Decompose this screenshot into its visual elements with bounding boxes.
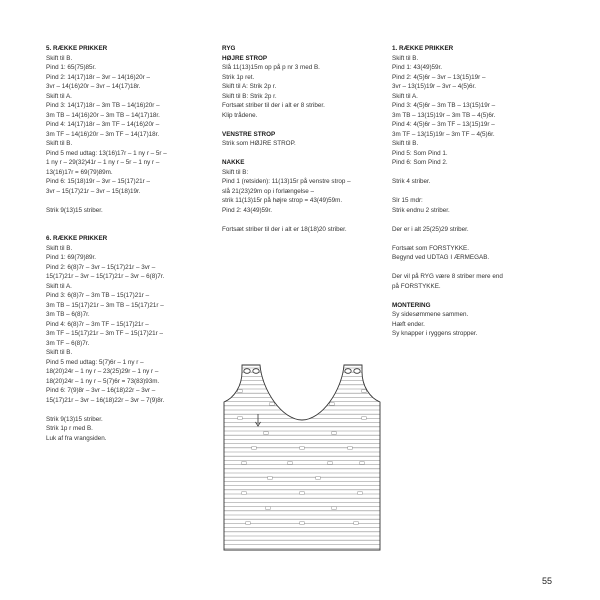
section-heading: NAKKE — [222, 159, 245, 166]
pattern-line: Der er i alt 25(25)29 striber. — [392, 225, 469, 233]
pattern-line: 3m TF – 13(15)19r – 3m TF – 4(5)6r. — [392, 130, 495, 138]
spacer — [392, 168, 567, 178]
spacer — [46, 215, 216, 225]
pattern-line: Skift til A. — [392, 92, 418, 100]
pattern-line: Strik 9(13)15 striber. — [46, 206, 103, 214]
pattern-line: Pind 1: 43(49)59r. — [392, 64, 443, 71]
pattern-line: 3m TB – 13(15)19r – 3m TB – 4(5)6r. — [392, 111, 496, 119]
pattern-line: Pind 6: 7(9)8r – 3vr – 16(18)22r – 3vr – — [46, 387, 156, 394]
dot-mark — [238, 417, 242, 420]
pattern-line: Strik 1p ret. — [222, 73, 255, 81]
dot-mark — [362, 390, 366, 393]
pattern-line: Pind 4: 4(5)6r – 3m TF – 13(15)19r – — [392, 121, 495, 128]
pattern-line: 3vr – 15(17)21r – 3vr – 15(18)19r. — [46, 187, 141, 195]
pattern-line: Skift til A. — [46, 282, 72, 290]
pattern-line: Pind 1: 65(75)85r. — [46, 64, 97, 71]
dot-mark — [354, 522, 358, 525]
pattern-line: Sy sidesømmene sammen. — [392, 311, 469, 318]
pattern-line: Strik som HØJRE STROP. — [222, 140, 296, 147]
pattern-line: Skift til B. — [392, 54, 419, 62]
spacer — [392, 234, 567, 244]
section-heading: 5. RÆKKE PRIKKER — [46, 45, 108, 52]
pattern-line: Pind 1: 69(79)89r. — [46, 254, 97, 261]
pattern-line: Strik endnu 2 striber. — [392, 206, 450, 214]
pattern-line: Strik 1p r med B. — [46, 425, 93, 432]
pattern-line: Pind 5 med udtag: 5(7)6r – 1 ny r – — [46, 358, 144, 366]
pattern-line: Slr 15 mdr: — [392, 197, 423, 204]
section-heading: RYG — [222, 45, 236, 52]
pattern-line: Skift til B. — [46, 349, 73, 356]
tank-top-schematic — [214, 360, 390, 554]
pattern-line: Hæft ender. — [392, 320, 425, 328]
spacer — [392, 187, 567, 197]
dot-mark — [270, 403, 274, 406]
pattern-line: 3m TF – 6(8)7r. — [46, 339, 90, 347]
dot-mark — [348, 447, 352, 450]
pattern-line: Der vil på RYG være 8 striber mere end — [392, 273, 503, 280]
arrow-down-icon — [256, 414, 261, 426]
pattern-line: Skift til B. — [46, 54, 73, 62]
pattern-line: 1 ny r – 29(32)41r – 1 ny r – 5r – 1 ny r – — [46, 159, 160, 166]
dot-mark — [328, 462, 332, 465]
pattern-line: Fortsæt striber til der i alt er 18(18)20 striber. — [222, 225, 347, 233]
spacer — [222, 120, 386, 130]
pattern-line: Pind 3: 4(5)6r – 3m TB – 13(15)19r – — [392, 102, 496, 109]
pattern-line: Strik 9(13)15 striber. — [46, 415, 103, 423]
pattern-line: Pind 2: 6(8)7r – 3vr – 15(17)21r – 3vr – — [46, 263, 156, 271]
section-heading: VENSTRE STROP — [222, 130, 276, 138]
spacer — [222, 149, 386, 159]
pattern-line: Pind 5 med udtag: 13(16)17r – 1 ny r – 5r – — [46, 149, 167, 157]
dot-mark — [300, 522, 304, 525]
pattern-line: Pind 1 (retsiden): 11(13)15r på venstre strop – — [222, 178, 351, 185]
dot-mark — [362, 417, 366, 420]
spacer — [46, 225, 216, 235]
dot-mark — [242, 492, 246, 495]
pattern-line: Fortsæt som FORSTYKKE. — [392, 244, 469, 252]
pattern-line: 3m TF – 14(16)20r – 3m TF – 14(17)18r. — [46, 130, 160, 138]
pattern-line: Strik 4 striber. — [392, 178, 431, 185]
pattern-line: Skift til A: Strik 2p r. — [222, 83, 277, 90]
pattern-line: Pind 2: 14(17)18r – 3vr – 14(16)20r – — [46, 73, 150, 81]
pattern-line: Pind 3: 6(8)7r – 3m TB – 15(17)21r – — [46, 292, 150, 299]
dot-mark — [242, 462, 246, 465]
pattern-line: Skift til A. — [46, 92, 72, 100]
pattern-line: Slå 11(13)15m op på p nr 3 med B. — [222, 64, 320, 71]
pattern-line: Sy knapper i ryggens stropper. — [392, 330, 478, 337]
spacer — [392, 263, 567, 273]
spacer — [392, 291, 567, 301]
pattern-line: på FORSTYKKE. — [392, 282, 441, 290]
pattern-line: 18(20)24r – 1 ny r – 23(25)29r – 1 ny r – — [46, 368, 159, 375]
pattern-line: Begynd ved UDTAG I ÆRMEGAB. — [392, 254, 490, 261]
section-heading: HØJRE STROP — [222, 54, 268, 62]
pattern-line: Pind 6: 15(18)19r – 3vr – 15(17)21r – — [46, 178, 150, 185]
pattern-line: Fortsæt striber til der i alt er 8 striber. — [222, 102, 325, 109]
text-column-3 — [392, 44, 567, 339]
dot-mark — [332, 432, 336, 435]
dot-mark — [332, 507, 336, 510]
pattern-line: Pind 4: 14(17)18r – 3m TF – 14(16)20r – — [46, 121, 160, 128]
dot-mark — [330, 403, 334, 406]
page-number: 55 — [542, 576, 553, 586]
pattern-line: slå 21(23)29m op i forlængelse – — [222, 187, 315, 195]
dot-mark — [358, 492, 362, 495]
dot-mark — [300, 447, 304, 450]
pattern-line: 15(17)21r – 3vr – 15(17)21r – 3vr – 6(8)7r. — [46, 273, 165, 280]
pattern-line: Pind 6: Som Pind 2. — [392, 159, 448, 166]
dot-mark — [252, 447, 256, 450]
text-column-2 — [222, 44, 386, 234]
pattern-line: Pind 4: 6(8)7r – 3m TF – 15(17)21r – — [46, 320, 149, 328]
spacer — [46, 405, 216, 415]
pattern-line: 3m TB – 14(16)20r – 3m TB – 14(17)18r. — [46, 111, 160, 119]
pattern-line: Pind 2: 43(49)59r. — [222, 206, 273, 214]
pattern-line: Pind 3: 14(17)18r – 3m TB – 14(16)20r – — [46, 102, 160, 109]
pattern-line: 18(20)24r – 1 ny r – 5(7)6r = 73(83)93m. — [46, 377, 160, 385]
pattern-line: 3vr – 14(16)20r – 3vr – 14(17)18r. — [46, 83, 141, 90]
dot-mark — [360, 462, 364, 465]
pattern-line: Skift til B: — [222, 168, 249, 176]
pattern-line: 3m TB – 15(17)21r – 3m TB – 15(17)21r – — [46, 301, 164, 309]
dot-mark — [300, 492, 304, 495]
pattern-line: Klip trådene. — [222, 111, 258, 119]
pattern-line: 3m TB – 6(8)7r. — [46, 311, 90, 318]
spacer — [392, 215, 567, 225]
dot-mark — [300, 417, 304, 420]
section-heading: 1. RÆKKE PRIKKER — [392, 45, 454, 52]
pattern-line: strik 11(13)15r på højre strop = 43(49)59m. — [222, 197, 343, 204]
section-heading: 6. RÆKKE PRIKKER — [46, 235, 108, 242]
section-heading: MONTERING — [392, 301, 431, 309]
pattern-line: Luk af fra vrangsiden. — [46, 434, 107, 442]
dot-mark — [246, 522, 250, 525]
pattern-line: 15(17)21r – 3vr – 16(18)22r – 3vr – 7(9)8r. — [46, 396, 165, 404]
pattern-line: Skift til B. — [46, 140, 73, 147]
spacer — [222, 215, 386, 225]
pattern-line: Skift til B. — [46, 244, 73, 252]
pattern-line: Skift til B: Strik 2p r. — [222, 92, 277, 100]
pattern-line: 3vr – 13(15)19r – 3vr – 4(5)6r. — [392, 83, 476, 90]
pattern-line: Pind 5: Som Pind 1. — [392, 149, 448, 157]
pattern-line: Skift til B. — [392, 140, 419, 147]
pattern-line: 13(16)17r = 69(79)89m. — [46, 168, 113, 176]
dot-mark — [264, 432, 268, 435]
dot-mark — [268, 477, 272, 480]
text-column-1 — [46, 44, 216, 443]
dot-mark — [266, 507, 270, 510]
dot-mark — [288, 462, 292, 465]
pattern-line: 3m TF – 15(17)21r – 3m TF – 15(17)21r – — [46, 330, 164, 337]
spacer — [46, 196, 216, 206]
dot-mark — [238, 390, 242, 393]
pattern-line: Pind 2: 4(5)6r – 3vr – 13(15)19r – — [392, 73, 486, 81]
dot-mark — [316, 477, 320, 480]
